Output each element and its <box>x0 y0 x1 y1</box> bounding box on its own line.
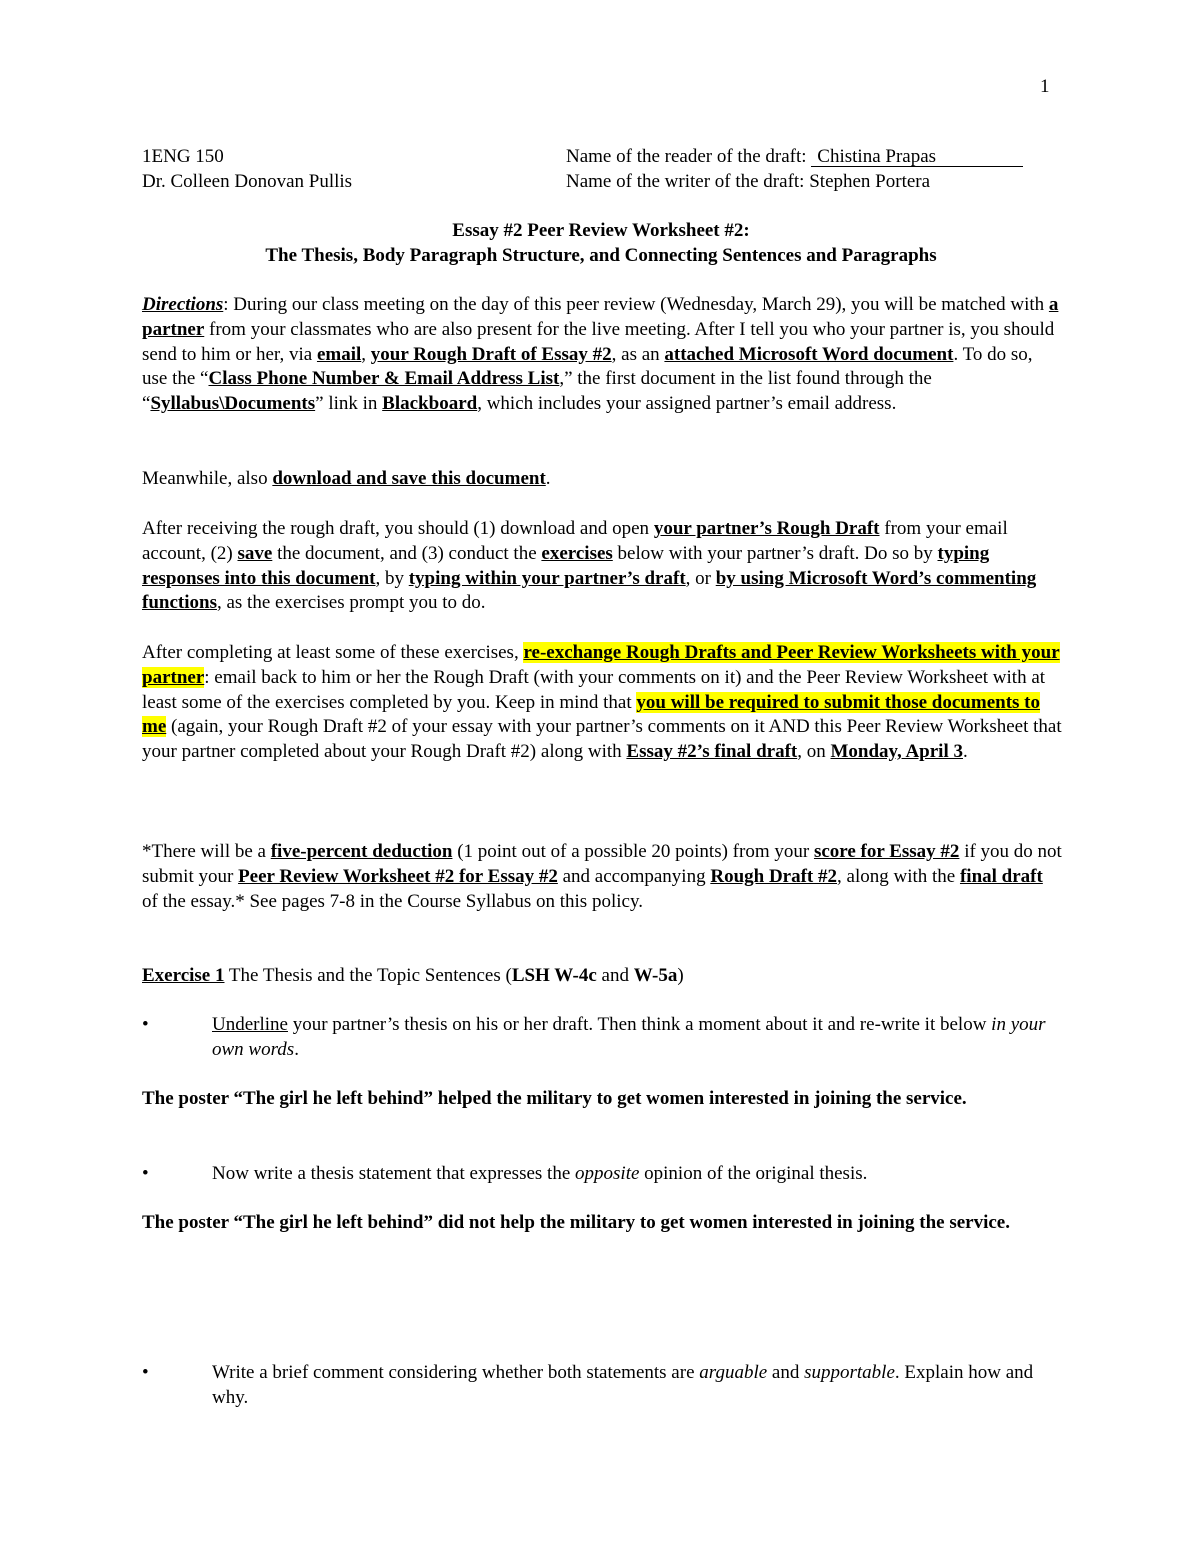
emphasis-own-words: in your own words <box>212 1014 1046 1060</box>
emphasis-download-save: download and save this document <box>272 468 546 489</box>
bullet-3-text: Write a brief comment considering whether both statements are <box>212 1362 700 1383</box>
emphasis-exercises: exercises <box>541 542 613 564</box>
reader-field <box>566 145 1023 170</box>
exercise-1-heading <box>142 964 1062 989</box>
emphasis-partner-draft: your partner’s Rough Draft <box>653 518 880 539</box>
emphasis-final-draft-2: final draft <box>959 865 1043 887</box>
after-receiving-text: below with your partner’s draft. Do so by <box>612 542 938 564</box>
writer-field <box>566 170 930 195</box>
bullet-1-text: your partner’s thesis on his or her draft. Then think a moment about it and re-write it below <box>287 1014 992 1035</box>
directions-text: : During our class meeting on the day of this peer review (Wednesday, March 29), you will be matched with <box>223 294 1049 315</box>
exercise-1-text: The Thesis and the Topic Sentences ( <box>224 965 512 986</box>
directions-text: . To do so, use the “ <box>142 343 1033 390</box>
writer-name: Stephen Portera <box>809 171 931 192</box>
directions-text: , <box>361 343 371 365</box>
exercise-1-ref-1: LSH W-4c <box>511 965 597 986</box>
after-receiving-text: from your email account, (2) <box>142 518 1008 564</box>
emphasis-due-date: Monday, April 3 <box>830 741 963 763</box>
bullet-symbol: • <box>142 1014 149 1035</box>
emphasis-final-draft: Essay #2’s final draft <box>626 741 798 763</box>
emphasis-email: email <box>316 343 362 365</box>
bullet-item-2 <box>142 1162 1062 1187</box>
exercise-1-text: and <box>596 965 634 986</box>
instructor-name: Dr. Colleen Donovan Pullis <box>142 171 353 192</box>
emphasis-score: score for Essay #2 <box>813 841 960 862</box>
emphasis-partner: a partner <box>142 294 1059 340</box>
bullet-3-text: . Explain how and why. <box>212 1362 1034 1408</box>
emphasis-arguable: arguable <box>699 1362 768 1383</box>
course-code: 1ENG 150 <box>142 146 224 167</box>
meanwhile-paragraph <box>142 467 1062 492</box>
directions-label: Directions <box>142 294 224 315</box>
deduction-text: and accompanying <box>557 865 711 887</box>
bullet-symbol: • <box>142 1362 149 1383</box>
after-completing-text: : email back to him or her the Rough Draft (with your comments on it) and the Peer Review Worksheet with at least some of the exercises completed by you. Keep in mind that <box>142 666 1046 713</box>
bullet-symbol: • <box>142 1163 149 1184</box>
emphasis-typing-within: typing within your partner’s draft <box>408 567 686 589</box>
deduction-paragraph <box>142 840 1062 914</box>
after-completing-text: . <box>962 741 968 763</box>
after-receiving-text: , or <box>685 567 716 589</box>
after-receiving-text: , by <box>375 567 409 589</box>
worksheet-title: Essay #2 Peer Review Worksheet #2: <box>452 220 750 241</box>
exercise-1-ref-2: W-5a <box>633 965 678 986</box>
page-number: 1 <box>1040 76 1050 97</box>
directions-text: , as an <box>611 343 665 365</box>
bullet-2-text: Now write a thesis statement that expresses the <box>212 1163 576 1184</box>
answer-thesis[interactable]: The poster “The girl he left behind” helped the military to get women interested in joining the service. <box>142 1088 967 1109</box>
bullet-2-text: opinion of the original thesis. <box>639 1163 868 1184</box>
deduction-text: if you do not submit your <box>142 841 1062 887</box>
bullet-item-1 <box>142 1013 1062 1063</box>
emphasis-underline: Underline <box>212 1014 288 1035</box>
worksheet-subtitle: The Thesis, Body Paragraph Structure, and Connecting Sentences and Paragraphs <box>265 245 937 266</box>
directions-paragraph <box>142 293 1062 417</box>
deduction-text: , along with the <box>837 865 960 887</box>
emphasis-blackboard: Blackboard <box>382 393 478 415</box>
emphasis-five-percent: five-percent deduction <box>270 841 453 862</box>
bullet-item-3 <box>142 1361 1062 1411</box>
exercise-1-label: Exercise 1 <box>142 965 225 986</box>
emphasis-rough-draft: your Rough Draft of Essay #2 <box>370 343 612 365</box>
meanwhile-text: Meanwhile, also <box>142 468 273 489</box>
reader-name[interactable]: Chistina Prapas <box>811 147 1023 167</box>
emphasis-contact-list: Class Phone Number & Email Address List <box>208 368 560 390</box>
bullet-text-1 <box>212 1013 1062 1063</box>
directions-text: , which includes your assigned partner’s email address. <box>477 393 897 415</box>
deduction-text: *There will be a <box>142 841 271 862</box>
meanwhile-text: . <box>545 468 551 489</box>
after-receiving-text: , as the exercises prompt you to do. <box>216 592 486 614</box>
highlight-re-exchange: re-exchange Rough Drafts and Peer Review Worksheets with your partner <box>142 642 1060 688</box>
bullet-1-text: . <box>294 1038 299 1060</box>
emphasis-syllabus-documents: Syllabus\Documents <box>150 393 316 415</box>
after-receiving-paragraph <box>142 517 1062 616</box>
emphasis-rough-draft-2: Rough Draft #2 <box>710 865 838 887</box>
emphasis-save: save <box>237 542 273 564</box>
emphasis-word-document: attached Microsoft Word document <box>664 343 954 365</box>
directions-text: ,” the first document in the list found through the “ <box>142 368 932 415</box>
deduction-text: of the essay.* See pages 7-8 in the Course Syllabus on this policy. <box>142 890 643 912</box>
emphasis-worksheet: Peer Review Worksheet #2 for Essay #2 <box>238 865 558 887</box>
emphasis-typing-responses: typing responses into this document <box>142 542 990 589</box>
after-completing-text: , on <box>797 741 831 763</box>
writer-label: Name of the writer of the draft: <box>566 171 805 192</box>
reader-label: Name of the reader of the draft: <box>566 146 807 167</box>
after-receiving-text: After receiving the rough draft, you should (1) download and open <box>142 518 654 539</box>
directions-text: from your classmates who are also present for the live meeting. After I tell you who your partner is, you should send to him or her, via <box>142 318 1055 365</box>
after-completing-text: After completing at least some of these exercises, <box>142 642 524 663</box>
bullet-3-text: and <box>767 1362 805 1383</box>
emphasis-opposite: opposite <box>575 1163 640 1184</box>
highlight-submit-documents: you will be required to submit those documents to me <box>142 691 1040 738</box>
bullet-text-2 <box>212 1162 1062 1187</box>
emphasis-commenting: by using Microsoft Word’s commenting functions <box>142 567 1037 614</box>
after-completing-paragraph <box>142 641 1062 765</box>
after-completing-text: (again, your Rough Draft #2 of your essay with your partner’s comments on it AND this Peer Review Worksheet that your partner completed about your Rough Draft #2) along with <box>142 716 1062 763</box>
answer-opposite-thesis[interactable]: The poster “The girl he left behind” did not help the military to get women interested in joining the service. <box>142 1212 1010 1233</box>
deduction-text: (1 point out of a possible 20 points) from your <box>452 841 814 862</box>
after-receiving-text: the document, and (3) conduct the <box>272 542 542 564</box>
directions-text: ” link in <box>315 393 383 415</box>
bullet-text-3 <box>212 1361 1062 1411</box>
exercise-1-text: ) <box>677 965 684 986</box>
emphasis-supportable: supportable <box>804 1362 895 1383</box>
